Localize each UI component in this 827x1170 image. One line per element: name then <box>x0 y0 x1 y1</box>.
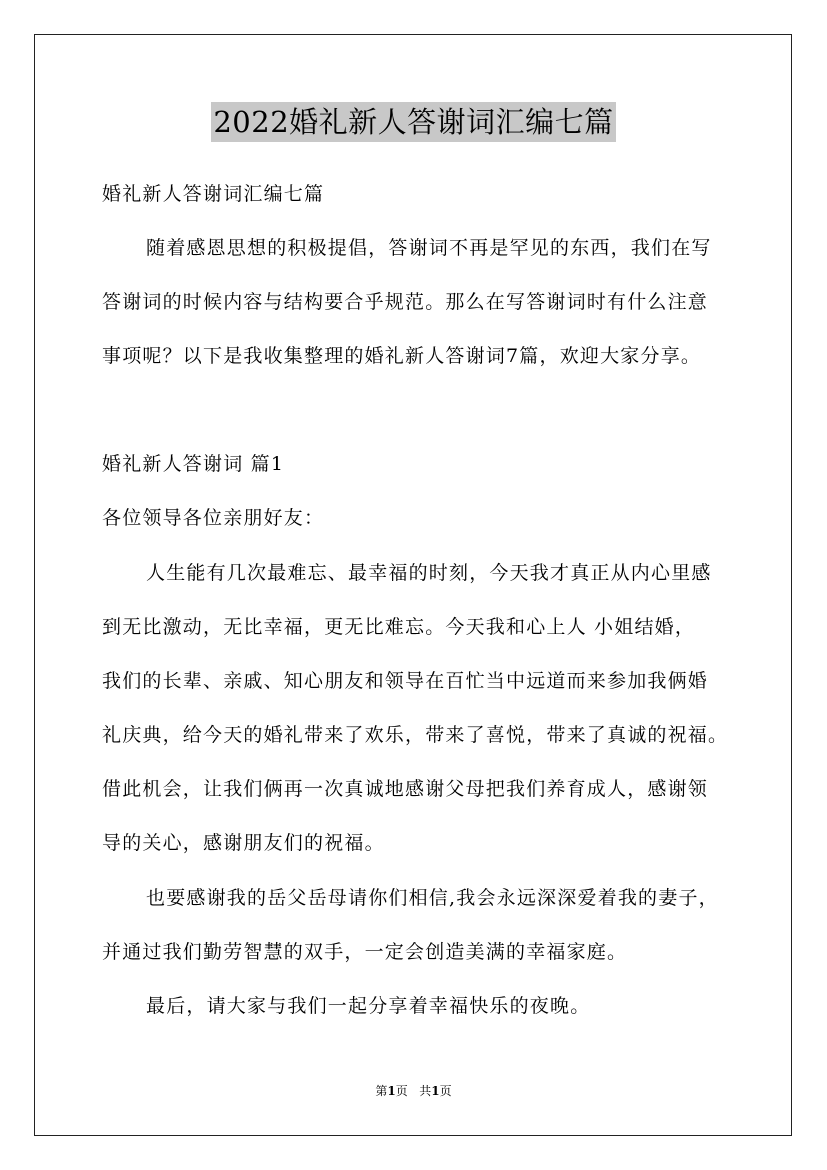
section-heading: 婚礼新人答谢词 篇1 <box>102 453 285 475</box>
page-footer <box>0 1083 827 1099</box>
title-container <box>0 102 827 142</box>
document-title: 2022婚礼新人答谢词汇编七篇 <box>211 102 615 142</box>
total-pages: 1 <box>431 1084 440 1098</box>
paragraph-line: 借此机会，让我们俩再一次真诚地感谢父母把我们养育成人，感谢领 <box>102 778 709 800</box>
intro-line: 答谢词的时候内容与结构要合乎规范。那么在写答谢词时有什么注意 <box>102 291 709 313</box>
paragraph-line: 导的关心，感谢朋友们的祝福。 <box>102 832 385 854</box>
document-subtitle: 婚礼新人答谢词汇编七篇 <box>102 183 325 205</box>
intro-line: 事项呢？以下是我收集整理的婚礼新人答谢词7篇，欢迎大家分享。 <box>102 345 702 367</box>
paragraph-line: 也要感谢我的岳父岳母请你们相信,我会永远深深爱着我的妻子， <box>146 887 719 909</box>
total-suffix: 页 <box>439 1084 452 1098</box>
paragraph-line: 人生能有几次最难忘、最幸福的时刻，今天我才真正从内心里感 <box>146 562 712 584</box>
page-number: 1 <box>387 1084 396 1098</box>
paragraph-line: 并通过我们勤劳智慧的双手，一定会创造美满的幸福家庭。 <box>102 941 628 963</box>
page-suffix: 页 <box>395 1084 408 1098</box>
paragraph-line: 最后，请大家与我们一起分享着幸福快乐的夜晚。 <box>146 995 591 1017</box>
salutation: 各位领导各位亲朋好友： <box>102 507 325 529</box>
paragraph-line: 礼庆典，给今天的婚礼带来了欢乐，带来了喜悦，带来了真诚的祝福。 <box>102 724 729 746</box>
paragraph-line: 我们的长辈、亲戚、知心朋友和领导在百忙当中远道而来参加我俩婚 <box>102 670 709 692</box>
total-prefix: 共 <box>419 1084 432 1098</box>
page-prefix: 第 <box>375 1084 388 1098</box>
paragraph-line: 到无比激动，无比幸福，更无比难忘。今天我和心上人 小姐结婚， <box>102 616 696 638</box>
intro-line: 随着感恩思想的积极提倡，答谢词不再是罕见的东西，我们在写 <box>146 237 712 259</box>
